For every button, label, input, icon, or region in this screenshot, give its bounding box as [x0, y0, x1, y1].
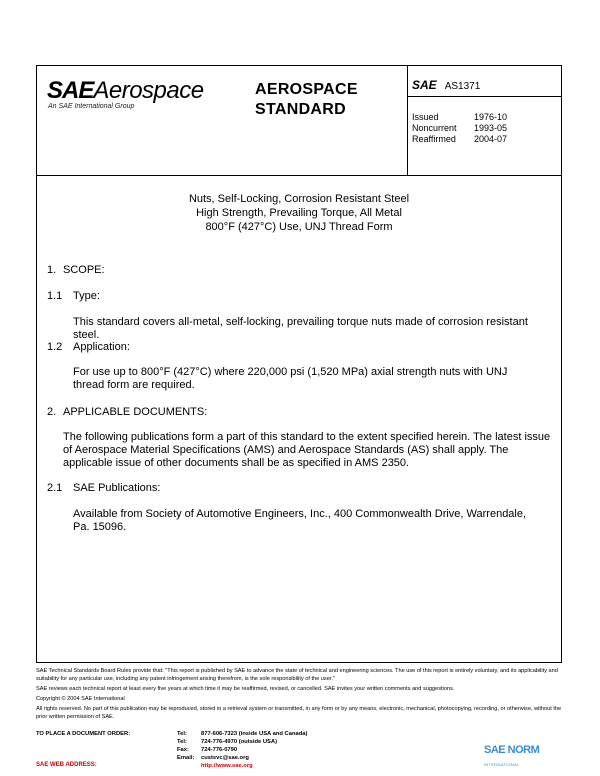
section-1-1-number: 1.1 — [47, 290, 63, 302]
footer-review: SAE reviews each technical report at least every five years at which time it may be reaffirmed, revised, or cancelled. SAE invites your written comments and suggestions. — [36, 686, 455, 692]
date-table — [412, 112, 507, 145]
section-2-1-text: Available from Society of Automotive Engineers, Inc., 400 Commonwealth Drive, Warrendale, Pa. 15096. — [73, 508, 527, 533]
section-1-number: 1. — [47, 264, 57, 276]
footer-copyright: Copyright © 2004 SAE International — [36, 696, 125, 702]
header-divider — [36, 175, 562, 176]
title-line-1: AEROSPACE — [255, 81, 358, 98]
tel-inside: 877-606-7323 (inside USA and Canada) — [201, 731, 308, 737]
sae-norm-subtitle: INTERNATIONAL — [484, 762, 520, 767]
footer-rights: All rights reserved. No part of this publication may be reproduced, stored in a retrieval system or transmitted, in any form or by any means, electronic, mechanical, photocopying, recording, or otherwise, without the prior written permission of SAE. — [36, 706, 562, 720]
sae-norm-text: SAE NORM — [484, 744, 540, 756]
section-1-2-title: Application: — [73, 341, 130, 353]
section-2-title: APPLICABLE DOCUMENTS: — [63, 406, 208, 418]
section-2-text: The following publications form a part of this standard to the extent specified herein. The latest issue of Aerospace Material Specifications (AMS) and Aerospace Standards (AS) shall apply. The applicable issue of other documents shall be as specified in AMS 2350. — [63, 431, 551, 469]
fax-number: 724-776-0790 — [201, 747, 238, 753]
section-1-1-title: Type: — [73, 290, 100, 302]
section-2-number: 2. — [47, 406, 57, 418]
document-number — [412, 78, 480, 92]
logo-aerospace: Aerospace — [93, 77, 204, 104]
email-address[interactable]: custsvc@sae.org — [201, 755, 249, 761]
footer-rules: SAE Technical Standards Board Rules provide that: "This report is published by SAE to advance the state of technical and engineering sciences. The use of this report is entirely voluntary, and its applicability and suitability for any particular use, including any patent infringement arising therefrom, is the sole responsibility of the user." — [36, 668, 558, 682]
document-frame — [36, 65, 562, 663]
date-row-reaffirmed: Reaffirmed 2004-07 — [412, 134, 508, 144]
order-label: TO PLACE A DOCUMENT ORDER: — [36, 731, 131, 737]
date-row-issued: Issued 1976-10 — [412, 112, 508, 122]
section-1-2-text: For use up to 800°F (427°C) where 220,000 psi (1,520 MPa) axial strength nuts with UNJ thread form are required. — [73, 366, 508, 391]
doc-number-value: AS1371 — [444, 81, 481, 92]
logo-subtitle: An SAE International Group — [48, 103, 135, 110]
header-column-divider — [407, 65, 408, 175]
doc-number-underline — [408, 96, 562, 97]
sae-aerospace-logo — [47, 79, 204, 103]
logo-sae: SAE — [47, 77, 94, 104]
tel-outside: 724-776-4970 (outside USA) — [201, 739, 278, 745]
section-1-2-number: 1.2 — [47, 341, 63, 353]
document-title: Nuts, Self-Locking, Corrosion Resistant Steel High Strength, Prevailing Torque, All Metal 800°F (427°C) Use, UNJ Thread Form — [188, 193, 410, 233]
web-url-link[interactable]: http://www.sae.org — [201, 763, 253, 769]
legal-footer — [36, 667, 562, 723]
date-row-noncurrent: Noncurrent 1993-05 — [412, 123, 508, 133]
contact-info: Tel: 877-606-7323 (inside USA and Canada) Tel: 724-776-4970 (outside USA) Fax: 724-776-0790 Email: custsvc@sae.org http://www.sae.org — [177, 731, 308, 769]
section-2-1-number: 2.1 — [47, 482, 63, 494]
sae-norm-logo — [484, 740, 539, 758]
section-2-1-title: SAE Publications: — [73, 482, 161, 494]
doc-sae-mark: SAE — [412, 78, 437, 92]
section-1-title: SCOPE: — [63, 264, 105, 276]
web-address-label: SAE WEB ADDRESS: — [36, 762, 97, 768]
standard-type-title — [255, 80, 358, 120]
section-1-1-text: This standard covers all-metal, self-locking, prevailing torque nuts made of corrosion resistant steel. — [73, 316, 528, 341]
title-line-2: STANDARD — [255, 101, 346, 118]
